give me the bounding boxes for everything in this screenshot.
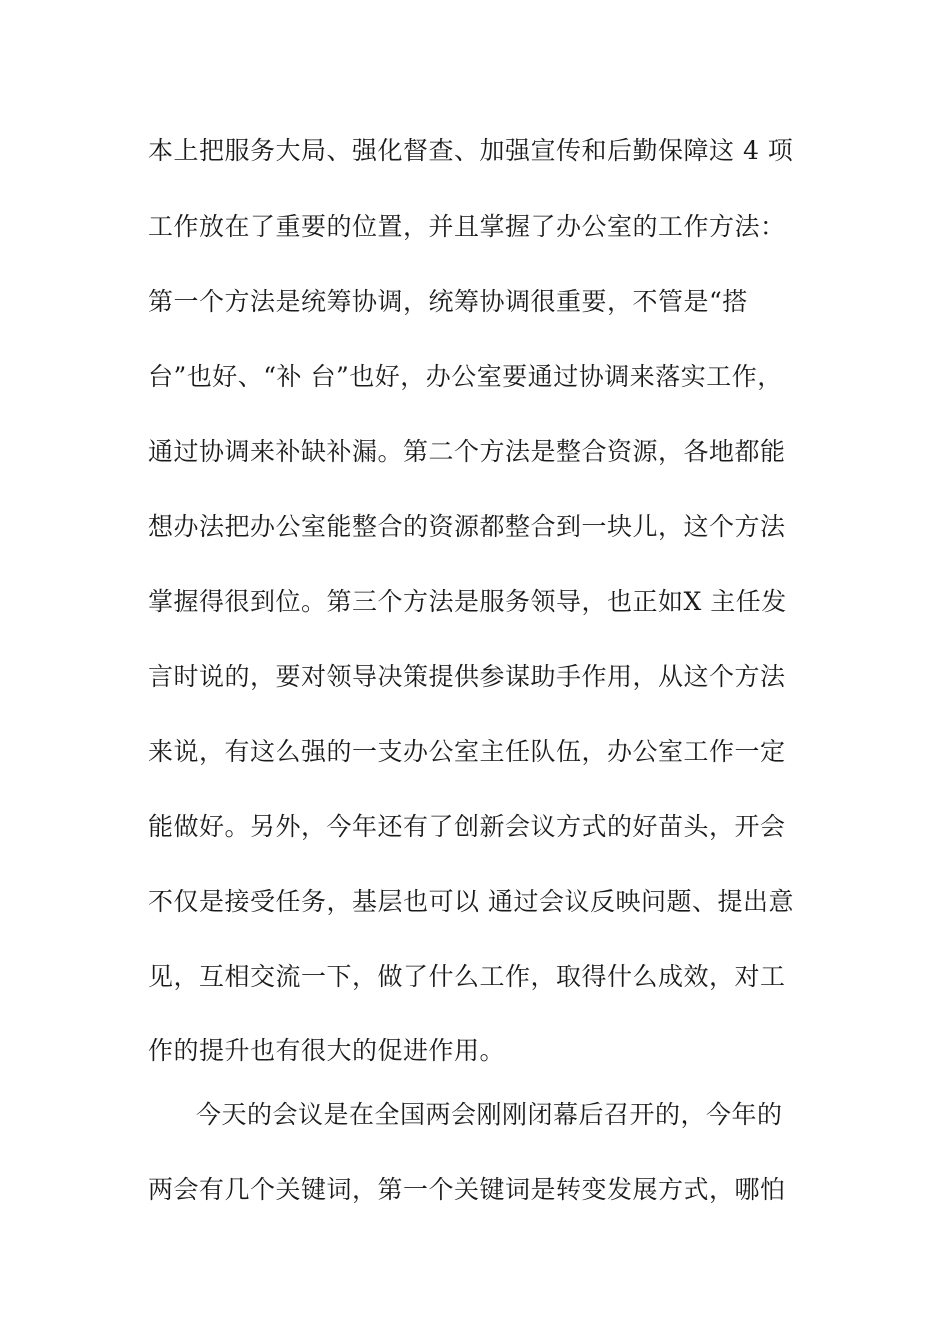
text-line: 两会有几个关键词，第一个关键词是转变发展方式，哪怕 — [148, 1175, 786, 1204]
text-line: 第一个方法是统筹协调，统筹协调很重要，不管是“搭 — [148, 287, 748, 316]
text-line: 见，互相交流一下，做了什么工作，取得什么成效，对工 — [148, 962, 786, 991]
text-line: 工作放在了重要的位置，并且掌握了办公室的工作方法： — [148, 212, 786, 241]
paragraph-first-line: 今天的会议是在全国两会刚刚闭幕后召开的，今年的 — [196, 1100, 783, 1129]
text-line: 来说，有这么强的一支办公室主任队伍，办公室工作一定 — [148, 737, 786, 766]
text-line: 不仅是接受任务，基层也可以 通过会议反映问题、提出意 — [148, 887, 794, 916]
text-line: 掌握得很到位。第三个方法是服务领导，也正如X 主任发 — [148, 587, 787, 616]
text-line: 能做好。另外，今年还有了创新会议方式的好苗头，开会 — [148, 812, 786, 841]
text-line: 作的提升也有很大的促进作用。 — [148, 1036, 506, 1065]
text-line: 通过协调来补缺补漏。第二个方法是整合资源，各地都能 — [148, 437, 786, 466]
text-line: 台”也好、“补 台”也好，办公室要通过协调来落实工作， — [148, 362, 783, 391]
text-line: 本上把服务大局、强化督查、加强宣传和后勤保障这 4 项 — [148, 136, 794, 165]
text-line: 想办法把办公室能整合的资源都整合到一块儿，这个方法 — [148, 512, 786, 541]
text-line: 言时说的，要对领导决策提供参谋助手作用，从这个方法 — [148, 662, 786, 691]
